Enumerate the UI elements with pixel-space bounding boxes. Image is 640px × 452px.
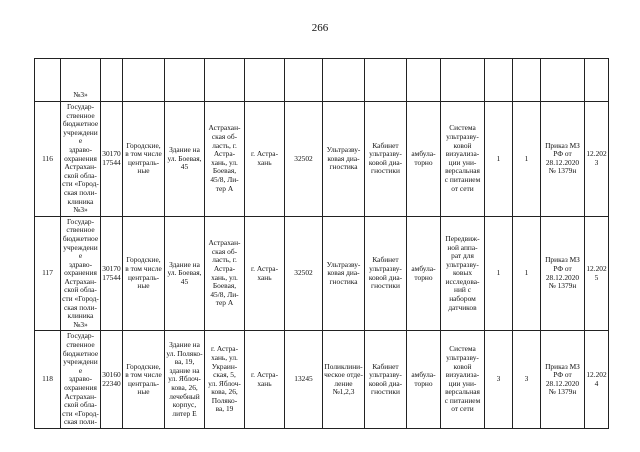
address-cell: Астрахан- ская об- ласть, г. Астра- хань, ул. Боевая, 45/8, Ли- тер А bbox=[205, 216, 245, 331]
row-number-cell bbox=[35, 59, 61, 102]
department-cell: Ультразву- ковая диа- гностика bbox=[323, 216, 365, 331]
equipment-name-cell: Передвиж- ной аппа- рат для ультразву- ковых исследова- ний с набором датчиков bbox=[441, 216, 485, 331]
org-code-cell: 30160 22340 bbox=[101, 331, 123, 429]
quantity-planned-cell: 1 bbox=[485, 216, 513, 331]
oktmo-code-cell bbox=[285, 59, 323, 102]
equipment-name-cell: Система ультразву- ковой визуализа- ции уни- версальная с питанием от сети bbox=[441, 331, 485, 429]
quantity-planned-cell bbox=[485, 59, 513, 102]
care-mode-cell: амбула- торно bbox=[407, 216, 441, 331]
settlement-type-cell: Городские, в том числе централь- ные bbox=[123, 331, 165, 429]
table-row bbox=[35, 102, 609, 217]
room-cell: Кабинет ультразву- ковой диа- гностики bbox=[365, 331, 407, 429]
room-cell: Кабинет ультразву- ковой диа- гностики bbox=[365, 216, 407, 331]
department-cell: Ультразву- ковая диа- гностика bbox=[323, 102, 365, 217]
city-cell: г. Астра- хань bbox=[245, 331, 285, 429]
table-row bbox=[35, 331, 609, 429]
settlement-type-cell: Городские, в том числе централь- ные bbox=[123, 102, 165, 217]
settlement-type-cell: Городские, в том числе централь- ные bbox=[123, 216, 165, 331]
quantity-planned-cell: 3 bbox=[485, 331, 513, 429]
quantity-total-cell: 1 bbox=[513, 216, 541, 331]
row-number-cell: 117 bbox=[35, 216, 61, 331]
org-code-cell bbox=[101, 59, 123, 102]
oktmo-code-cell: 32502 bbox=[285, 216, 323, 331]
organization-name-cell: Государ- ственное бюджетное учреждение здраво- охранения Астрахан- ской обла- сти «Город- ская поли- клиника №3» bbox=[61, 102, 101, 217]
row-number-cell: 116 bbox=[35, 102, 61, 217]
quantity-planned-cell: 1 bbox=[485, 102, 513, 217]
organization-name-cell: Государ- ственное бюджетное учреждение здраво- охранения Астрахан- ской обла- сти «Город- ская поли- клиника №3» bbox=[61, 216, 101, 331]
org-code-cell: 30170 17544 bbox=[101, 216, 123, 331]
table-row bbox=[35, 216, 609, 331]
building-cell: Здание на ул. Боевая, 45 bbox=[165, 102, 205, 217]
delivery-date-cell: 12.2025 bbox=[585, 216, 609, 331]
room-cell bbox=[365, 59, 407, 102]
quantity-total-cell: 3 bbox=[513, 331, 541, 429]
department-cell bbox=[323, 59, 365, 102]
equipment-table bbox=[34, 58, 609, 429]
organization-name-cell: Государ- ственное бюджетное учреждение здраво- охранения Астрахан- ской обла- сти «Город- ская поли- bbox=[61, 331, 101, 429]
quantity-total-cell: 1 bbox=[513, 102, 541, 217]
address-cell: Астрахан- ская об- ласть, г. Астра- хань, ул. Боевая, 45/8, Ли- тер А bbox=[205, 102, 245, 217]
org-code-cell: 30170 17544 bbox=[101, 102, 123, 217]
order-reference-cell: Приказ МЗ РФ от 28.12.2020 № 1379н bbox=[541, 102, 585, 217]
table-row bbox=[35, 59, 609, 102]
equipment-name-cell: Система ультразву- ковой визуализа- ции уни- версальная с питанием от сети bbox=[441, 102, 485, 217]
order-reference-cell: Приказ МЗ РФ от 28.12.2020 № 1379н bbox=[541, 331, 585, 429]
care-mode-cell: амбула- торно bbox=[407, 331, 441, 429]
row-number-cell: 118 bbox=[35, 331, 61, 429]
building-cell: Здание на ул. Поляко- ва, 19, здание на ул. Яблоч- кова, 26, лечебный корпус, литер Е bbox=[165, 331, 205, 429]
building-cell bbox=[165, 59, 205, 102]
building-cell: Здание на ул. Боевая, 45 bbox=[165, 216, 205, 331]
page-number: 266 bbox=[311, 22, 329, 34]
city-cell bbox=[245, 59, 285, 102]
delivery-date-cell: 12.2024 bbox=[585, 331, 609, 429]
oktmo-code-cell: 13245 bbox=[285, 331, 323, 429]
city-cell: г. Астра- хань bbox=[245, 102, 285, 217]
settlement-type-cell bbox=[123, 59, 165, 102]
address-cell bbox=[205, 59, 245, 102]
organization-name-cell: №3» bbox=[61, 59, 101, 102]
oktmo-code-cell: 32502 bbox=[285, 102, 323, 217]
care-mode-cell bbox=[407, 59, 441, 102]
department-cell: Поликлини- ческое отде- ление №1,2,3 bbox=[323, 331, 365, 429]
room-cell: Кабинет ультразву- ковой диа- гностики bbox=[365, 102, 407, 217]
city-cell: г. Астра- хань bbox=[245, 216, 285, 331]
address-cell: г. Астра- хань, ул. Украин- ская, 5, ул. Яблоч- кова, 26, Поляко- ва, 19 bbox=[205, 331, 245, 429]
quantity-total-cell bbox=[513, 59, 541, 102]
delivery-date-cell: 12.2023 bbox=[585, 102, 609, 217]
equipment-name-cell bbox=[441, 59, 485, 102]
delivery-date-cell bbox=[585, 59, 609, 102]
care-mode-cell: амбула- торно bbox=[407, 102, 441, 217]
order-reference-cell bbox=[541, 59, 585, 102]
order-reference-cell: Приказ МЗ РФ от 28.12.2020 № 1379н bbox=[541, 216, 585, 331]
